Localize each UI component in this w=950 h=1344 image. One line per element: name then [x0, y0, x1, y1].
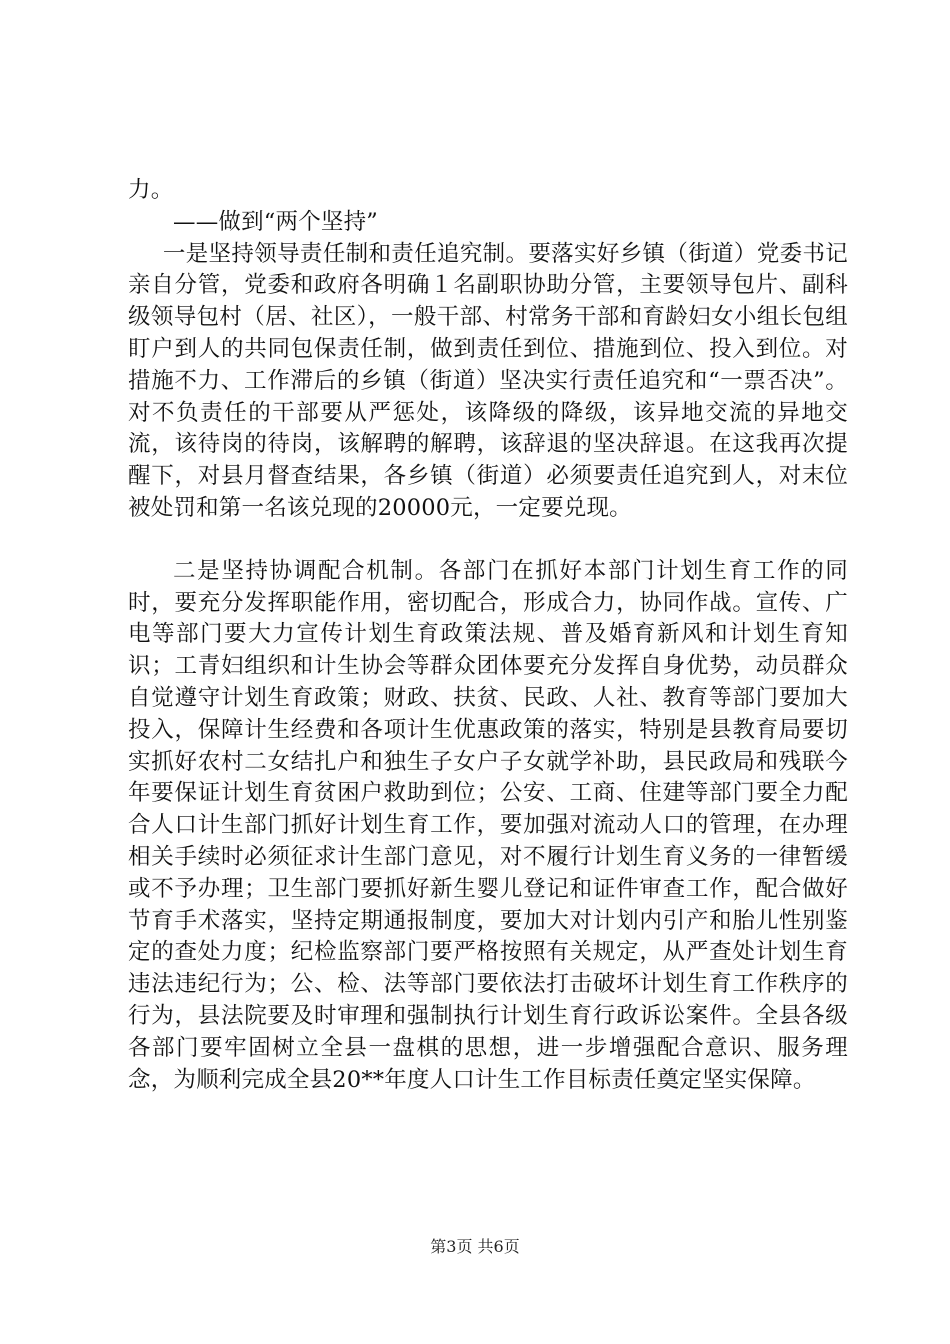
page-number-footer: 第3页 共6页	[430, 1237, 520, 1256]
document-body	[128, 175, 848, 1096]
section-heading: ——做到“两个坚持”	[173, 208, 379, 235]
paragraph-coordination-mechanism: 二是坚持协调配合机制。各部门在抓好本部门计划生育工作的同时，要充分发挥职能作用，密切配合，形成合力，协同作战。宣传、广电等部门要大力宣传计划生育政策法规、普及婚育新风和计划生育知识；工青妇组织和计生协会等群众团体要充分发挥自身优势，动员群众自觉遵守计划生育政策；财政、扶贫、民政、人社、教育等部门要加大投入，保障计生经费和各项计生优惠政策的落实，特别是县教育局要切实抓好农村二女结扎户和独生子女户子女就学补助，县民政局和残联今年要保证计划生育贫困户救助到位；公安、工商、住建等部门要全力配合人口计生部门抓好计划生育工作，要加强对流动人口的管理，在办理相关手续时必须征求计生部门意见，对不履行计划生育义务的一律暂缓或不予办理；卫生部门要抓好新生婴儿登记和证件审查工作，配合做好节育手术落实，坚持定期通报制度，要加大对计划内引产和胎儿性别鉴定的查处力度；纪检监察部门要严格按照有关规定，从严查处计划生育违法违纪行为；公、检、法等部门要依法打击破坏计划生育工作秩序的行为，县法院要及时审理和强制执行计划生育行政诉讼案件。全县各级各部门要牢固树立全县一盘棋的思想，进一步增强配合意识、服务理念，为顺利完成全县20**年度人口计生工作目标责任奠定坚实保障。	[128, 557, 848, 1093]
paragraph-continuation: 力。	[128, 177, 174, 203]
paragraph-leadership-responsibility: 一是坚持领导责任制和责任追究制。要落实好乡镇（街道）党委书记亲自分管，党委和政府各明确１名副职协助分管，主要领导包片、副科级领导包村（居、社区），一般干部、村常务干部和育龄妇女小组长包组盯户到人的共同包保责任制，做到责任到位、措施到位、投入到位。对措施不力、工作滞后的乡镇（街道）坚决实行责任追究和“一票否决”。对不负责任的干部要从严惩处，该降级的降级，该异地交流的异地交流，该待岗的待岗，该解聘的解聘，该辞退的坚决辞退。在这我再次提醒下，对县月督查结果，各乡镇（街道）必须要责任追究到人，对末位被处罚和第一名该兑现的20000元，一定要兑现。	[128, 240, 848, 521]
